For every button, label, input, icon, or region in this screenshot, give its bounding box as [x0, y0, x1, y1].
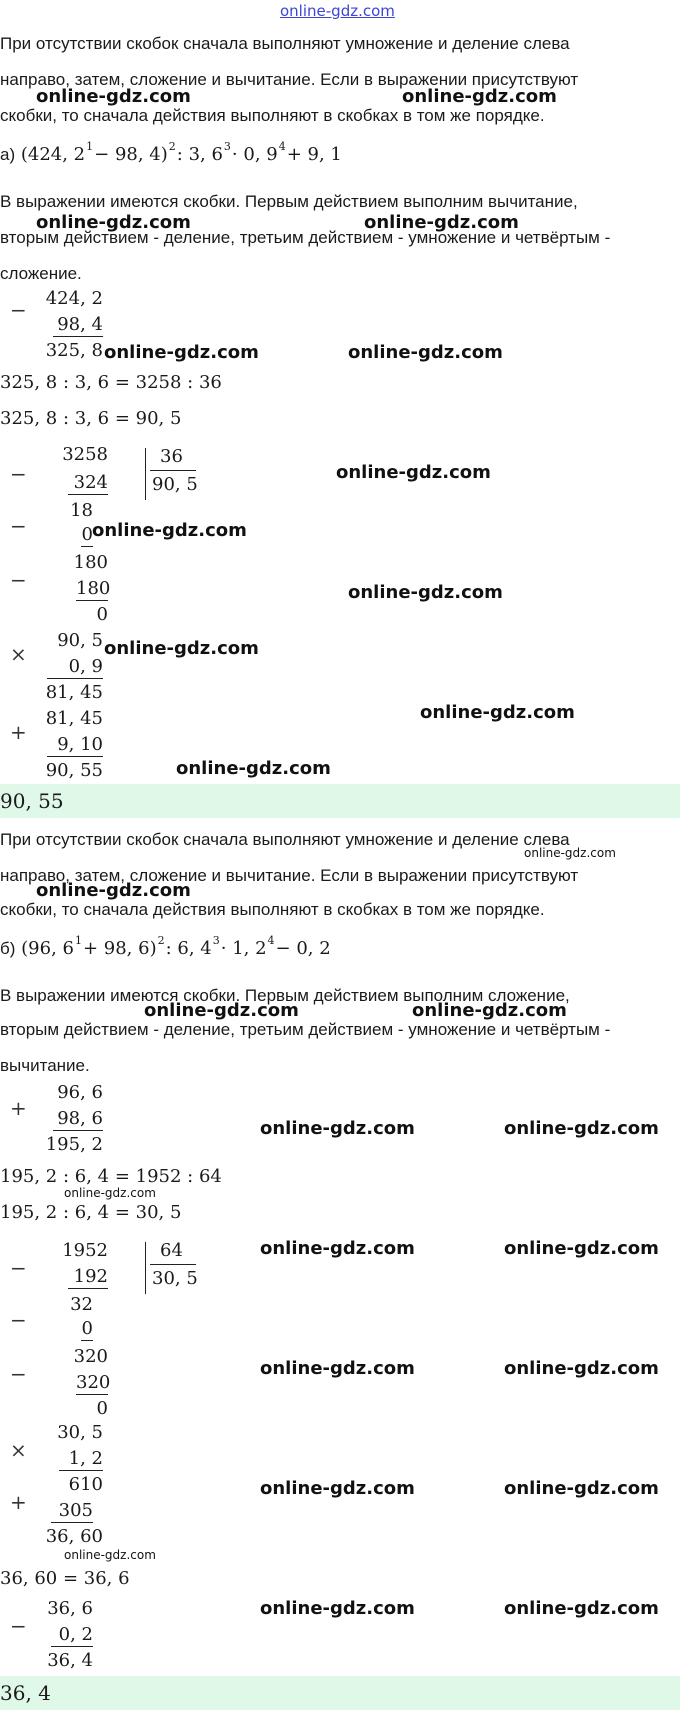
rule-text-a-line2: направо, затем, сложение и вычитание. Если в выражении присутствуют	[0, 70, 579, 89]
watermark: online-gdz.com	[412, 1000, 567, 1021]
watermark: online-gdz.com	[64, 1548, 156, 1562]
division-line	[150, 1264, 196, 1265]
division-bar	[145, 448, 146, 500]
watermark: online-gdz.com	[336, 462, 491, 483]
watermark: online-gdz.com	[176, 758, 331, 779]
minus-sign: −	[10, 1362, 27, 1386]
plus-sign: +	[10, 1096, 27, 1120]
explain-b-line1: В выражении имеются скобки. Первым действием выполним сложение,	[0, 986, 570, 1005]
watermark: online-gdz.com	[144, 1000, 299, 1021]
add-a-a: 81, 45	[45, 708, 103, 729]
watermark: online-gdz.com	[524, 846, 616, 860]
mul-b-a: 30, 5	[57, 1422, 103, 1443]
equation-b-3: 36, 60 = 36, 6	[0, 1568, 130, 1589]
watermark: online-gdz.com	[260, 1598, 415, 1619]
equation-b-1: 195, 2 : 6, 4 = 1952 : 64	[0, 1166, 222, 1187]
mul-b-partial2: 305	[51, 1500, 93, 1523]
watermark: online-gdz.com	[402, 86, 557, 107]
minus-sign: −	[10, 568, 27, 592]
watermark: online-gdz.com	[36, 880, 191, 901]
watermark: online-gdz.com	[348, 342, 503, 363]
div-b-sub2: 0	[81, 1318, 93, 1339]
explain-a-line3: сложение.	[0, 264, 82, 283]
division-line	[150, 470, 196, 471]
sub-b-minuend: 36, 6	[47, 1598, 93, 1619]
mul-a-a: 90, 5	[57, 630, 103, 651]
mul-b-b: 1, 2	[59, 1448, 103, 1471]
rule-text-a-line3: скобки, то сначала действия выполняют в скобках в том же порядке.	[0, 106, 545, 125]
watermark: online-gdz.com	[504, 1598, 659, 1619]
watermark: online-gdz.com	[420, 702, 575, 723]
answer-a: 90, 55	[0, 789, 64, 813]
minus-sign: −	[10, 514, 27, 538]
watermark-top-link[interactable]: online-gdz.com	[280, 2, 395, 20]
div-a-quotient: 90, 5	[152, 474, 198, 495]
watermark: online-gdz.com	[64, 1186, 156, 1200]
div-b-divisor: 64	[160, 1240, 183, 1261]
mul-b-partial1: 610	[68, 1474, 103, 1495]
div-a-rem3: 0	[96, 604, 108, 625]
expression-a: а) (424, $2^1- 98$, 4)$^2$: 3, $6^3\cdot 0$, $9^4+ 9$, 1	[0, 140, 342, 165]
watermark: online-gdz.com	[504, 1118, 659, 1139]
rule-text-a-line1: При отсутствии скобок сначала выполняют умножение и деление слева	[0, 34, 570, 53]
division-bar	[145, 1242, 146, 1294]
minus-sign: −	[10, 462, 27, 486]
add-a-result: 90, 55	[45, 760, 103, 781]
div-b-sub3: 320	[76, 1372, 111, 1393]
answer-b-box	[0, 1676, 680, 1710]
div-b-rem2: 320	[73, 1346, 108, 1367]
equation-b-2: 195, 2 : 6, 4 = 30, 5	[0, 1202, 182, 1223]
watermark: online-gdz.com	[364, 212, 519, 233]
minus-sign: −	[10, 1308, 27, 1332]
div-a-rem2: 180	[73, 552, 108, 573]
add-b-b: 98, 6	[53, 1108, 103, 1131]
watermark: online-gdz.com	[36, 212, 191, 233]
answer-a-box	[0, 784, 680, 818]
div-b-rem3: 0	[96, 1398, 108, 1419]
watermark: online-gdz.com	[504, 1358, 659, 1379]
answer-b: 36, 4	[0, 1681, 51, 1705]
watermark: online-gdz.com	[260, 1238, 415, 1259]
div-b-dividend: 1952	[62, 1240, 108, 1261]
explain-a-line2: вторым действием - деление, третьим действием - умножение и четвёртым -	[0, 228, 611, 247]
times-sign: ×	[10, 642, 27, 666]
part-label: б)	[0, 939, 16, 958]
sub-b-result: 36, 4	[47, 1650, 93, 1671]
watermark: online-gdz.com	[36, 86, 191, 107]
add-a-b: 9, 10	[47, 734, 103, 757]
equation-a-1: 325, 8 : 3, 6 = 3258 : 36	[0, 372, 222, 393]
sub-a-minuend: 424, 2	[45, 288, 103, 309]
watermark: online-gdz.com	[504, 1238, 659, 1259]
minus-sign: −	[10, 298, 27, 322]
expression-b: б) (96, $6^1+ 98$, 6)$^2$: 6, $4^3\cdot 1$, $2^4- 0$, 2	[0, 934, 331, 959]
watermark: online-gdz.com	[104, 342, 259, 363]
div-a-divisor: 36	[160, 446, 183, 467]
mul-a-b: 0, 9	[47, 656, 103, 679]
explain-a-line1: В выражении имеются скобки. Первым действием выполним вычитание,	[0, 192, 578, 211]
rule-text-b-line2: направо, затем, сложение и вычитание. Если в выражении присутствуют	[0, 866, 579, 885]
add-b-result: 195, 2	[45, 1134, 103, 1155]
explain-b-line2: вторым действием - деление, третьим действием - умножение и четвёртым -	[0, 1020, 611, 1039]
watermark: online-gdz.com	[104, 638, 259, 659]
watermark: online-gdz.com	[260, 1118, 415, 1139]
rule-text-b-line3: скобки, то сначала действия выполняют в скобках в том же порядке.	[0, 900, 545, 919]
div-a-sub3: 180	[76, 578, 111, 599]
times-sign: ×	[10, 1438, 27, 1462]
part-label: а)	[0, 145, 16, 164]
plus-sign: +	[10, 720, 27, 744]
minus-sign: −	[10, 1614, 27, 1638]
add-b-a: 96, 6	[57, 1082, 103, 1103]
mul-a-result: 81, 45	[45, 682, 103, 703]
minus-sign: −	[10, 1256, 27, 1280]
explain-b-line3: вычитание.	[0, 1056, 90, 1075]
rule-text-b-line1: При отсутствии скобок сначала выполняют умножение и деление слева	[0, 830, 570, 849]
div-b-quotient: 30, 5	[152, 1268, 198, 1289]
div-a-sub1: 324	[68, 472, 108, 495]
watermark: online-gdz.com	[504, 1478, 659, 1499]
plus-sign: +	[10, 1490, 27, 1514]
div-b-sub1: 192	[68, 1266, 108, 1289]
sub-a-subtrahend: 98, 4	[53, 314, 103, 337]
div-a-sub2: 0	[81, 524, 93, 545]
equation-a-2: 325, 8 : 3, 6 = 90, 5	[0, 408, 182, 429]
watermark: online-gdz.com	[260, 1478, 415, 1499]
mul-b-result: 36, 60	[45, 1526, 103, 1547]
sub-b-subtrahend: 0, 2	[51, 1624, 93, 1647]
div-b-rem1: 32	[70, 1294, 93, 1315]
sub-a-result: 325, 8	[45, 340, 103, 361]
watermark: online-gdz.com	[92, 520, 247, 541]
watermark: online-gdz.com	[348, 582, 503, 603]
div-a-dividend: 3258	[62, 444, 108, 465]
div-a-rem1: 18	[70, 500, 93, 521]
watermark: online-gdz.com	[260, 1358, 415, 1379]
